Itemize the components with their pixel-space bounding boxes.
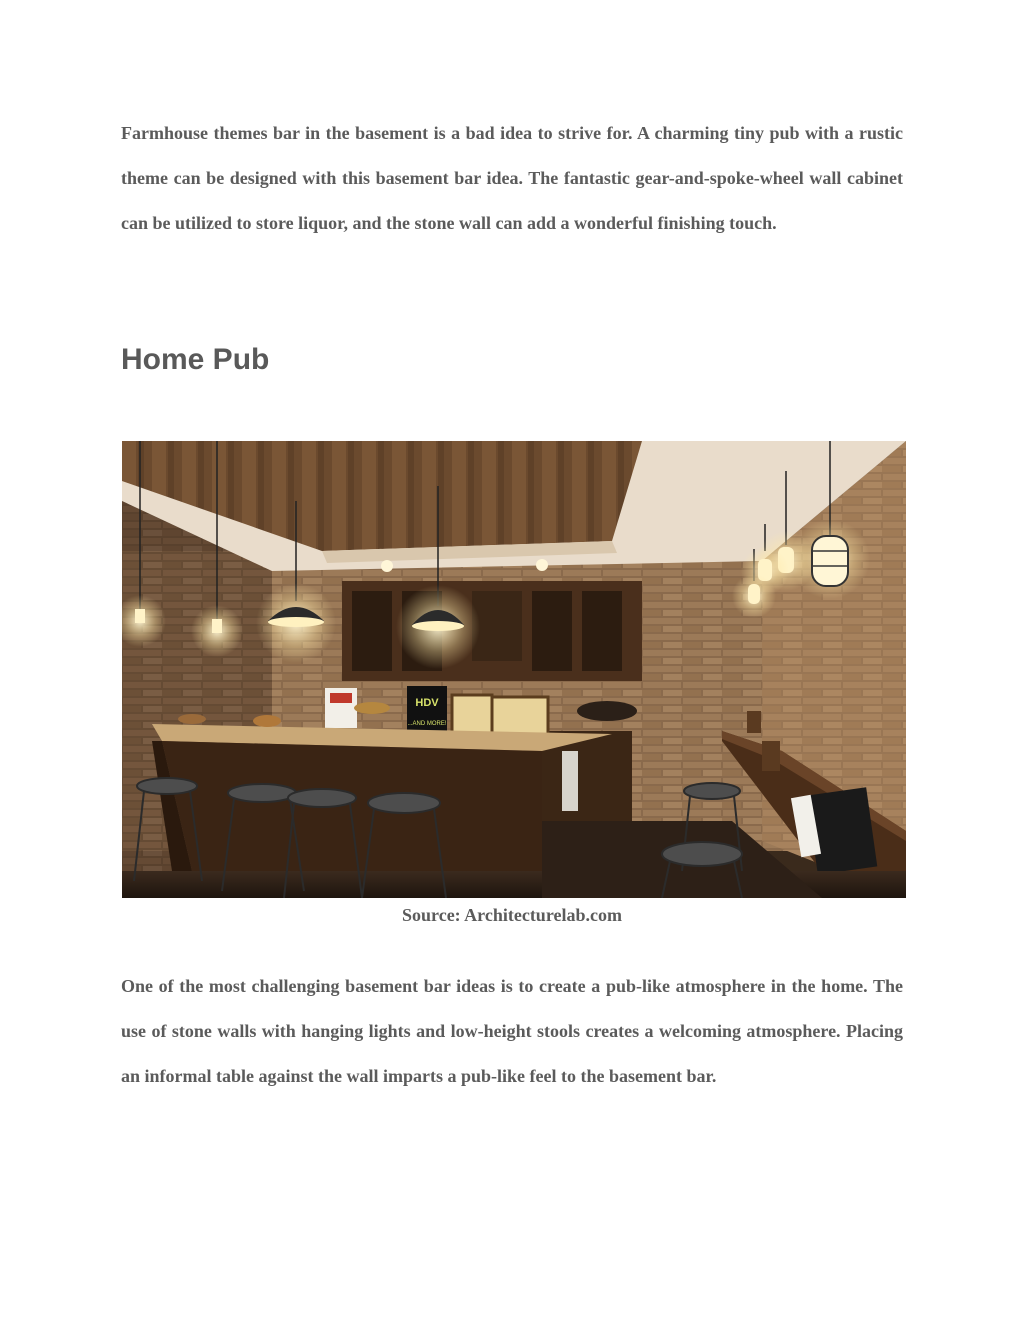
display-sign-text: HDV [415, 697, 439, 709]
body-paragraph: One of the most challenging basement bar ideas is to create a pub-like atmosphere in the home. The use of stone walls with hanging lights and low-height stools creates a welcoming atmosphere. Placing an informal table against the wall imparts a pub-like feel to the basement bar. [121, 976, 903, 1086]
display-sign-subtext: ...AND MORE! [407, 721, 447, 727]
section-heading: Home Pub [121, 343, 270, 376]
intro-paragraph: Farmhouse themes bar in the basement is a bad idea to strive for. A charming tiny pub with a rustic theme can be designed with this basement bar idea. The fantastic gear-and-spoke-wheel wall cabinet can be utilized to store liquor, and the stone wall can add a wonderful finishing touch. [121, 123, 903, 233]
photo-caption: Source: Architecturelab.com [402, 905, 622, 925]
basement-bar-photo [122, 441, 906, 898]
